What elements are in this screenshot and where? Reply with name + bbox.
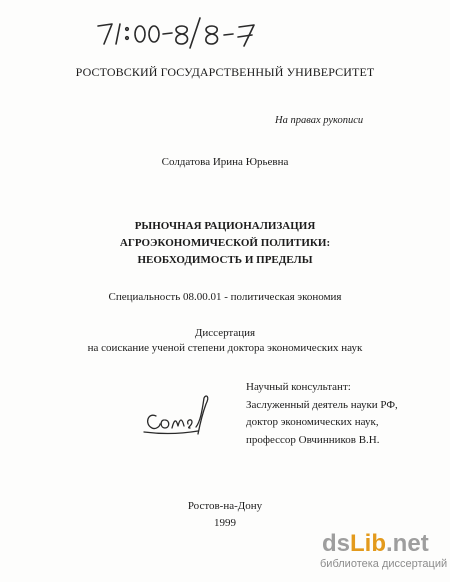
year: 1999 — [214, 517, 236, 529]
city-name: Ростов-на-Дону — [187, 500, 263, 512]
author-name: Солдатова Ирина Юрьевна — [161, 156, 289, 168]
dissertation-type — [0, 326, 450, 356]
scientific-consultant — [246, 379, 398, 449]
consultant-detail: профессор Овчинников В.Н. — [246, 433, 380, 446]
title-line: АГРОЭКОНОМИЧЕСКОЙ ПОЛИТИКИ: — [119, 237, 331, 249]
handwritten-catalog-code — [90, 14, 265, 50]
consultant-detail: доктор экономических наук, — [246, 416, 379, 428]
title-line: РЫНОЧНАЯ РАЦИОНАЛИЗАЦИЯ — [134, 220, 316, 232]
manuscript-rights-note: На правах рукописи — [275, 115, 364, 126]
specialty-line: Специальность 08.00.01 - политическая экономия — [108, 291, 342, 303]
publication-place-year — [0, 498, 450, 532]
consultant-label: Научный консультант: — [246, 381, 351, 393]
consultant-detail: Заслуженный деятель науки РФ, — [246, 398, 398, 411]
title-line: НЕОБХОДИМОСТЬ И ПРЕДЕЛЫ — [137, 254, 313, 266]
handwritten-code-drawing — [90, 14, 265, 50]
dissertation-label: Диссертация — [194, 327, 256, 339]
logo-net: .net — [386, 530, 429, 557]
handwritten-signature — [140, 390, 220, 440]
logo-ds: ds — [322, 530, 351, 557]
university-name: РОСТОВСКИЙ ГОСУДАРСТВЕННЫЙ УНИВЕРСИТЕТ — [75, 65, 375, 79]
signature-drawing — [140, 390, 220, 440]
dissertation-title — [0, 218, 450, 269]
dslib-logo — [322, 530, 429, 558]
watermark-subtitle: библиотека диссертаций — [320, 558, 448, 570]
degree-line: на соискание ученой степени доктора экономических наук — [87, 342, 363, 354]
dslib-watermark — [318, 530, 446, 578]
logo-lib: Lib — [350, 530, 387, 557]
